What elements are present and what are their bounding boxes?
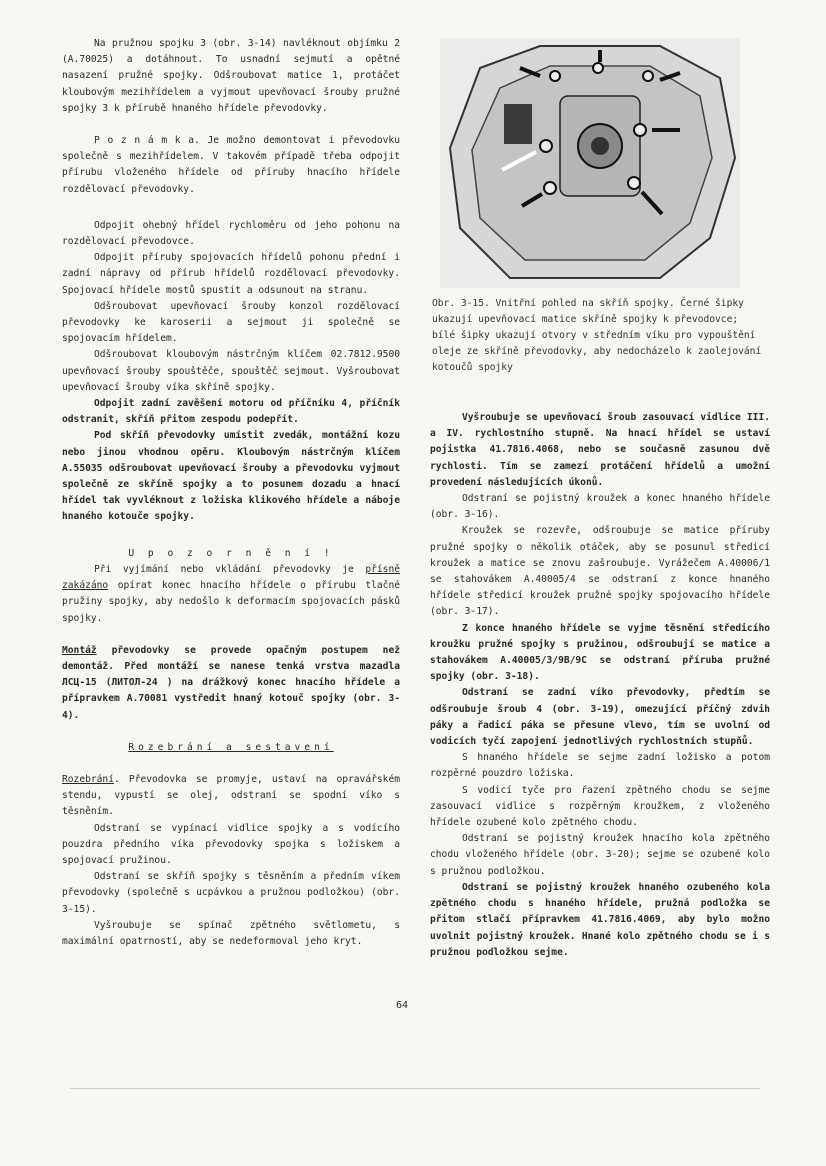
paragraph: Vyšroubuje se spínač zpětného světlometu, s maximální opatrností, aby se nedeformoval jeho kryt. — [62, 919, 400, 947]
section-heading: Rozebrání a sestavení — [128, 741, 334, 753]
assembly-paragraph — [62, 643, 400, 724]
paragraph — [62, 772, 400, 821]
paragraph: Pod skříň převodovky umístit zvedák, montážní kozu nebo jinou vhodnou opěru. Kloubovým nástrčným klíčem A.55035 odšroubovat upevňovací šrouby a převodovku vyjmout společně ze skříně spojky a to posunem dozadu a hnací hřídel tak vyvléknout z ložiska klikového hřídele a náboje hnaného kotouče spojky. — [62, 430, 400, 523]
paragraph: Odstraní se vypínací vidlice spojky a s vodícího pouzdra předního víka převodovky spojka s ložiskem a spojovací pružinou. — [62, 822, 400, 866]
warning-title: U p o z o r n ě n í ! — [128, 547, 334, 559]
paragraph: Odpojit zadní zavěšení motoru od příčníku 4, příčník odstranit, skříň přitom zespodu podepřít. — [62, 398, 400, 426]
left-column — [62, 36, 400, 950]
emphasis-text: Montáž — [62, 644, 97, 656]
paragraph: Odstraní se pojistný kroužek hnaného ozubeného kola zpětného chodu s hnaného hřídele, pružná podložka se přitom stlačí přípravkem 41.7816.4069, aby bylo možno uvolnit pojistný kroužek. Hnané kolo zpětného chodu se i s pružnou podložkou sejme. — [430, 881, 770, 958]
clutch-housing-photo — [440, 38, 740, 288]
paragraph: Odšroubovat upevňovací šrouby konzol rozdělovací převodovky ke karoserii a sejmout ji společně se spojovacím hřídelem. — [62, 300, 400, 345]
paragraph: Vyšroubuje se upevňovací šroub zasouvací vidlice III. a IV. rychlostního stupně. Na hnací hřídel se ustaví pojistka 41.7816.4068, nebo se současně zasunou dvě rychlosti. Tím se zamezí protáčení hřídelů a umožní provedení následujících úkonů. — [430, 412, 770, 488]
paragraph: Odstraní se pojistný kroužek a konec hnaného hřídele (obr. 3-16). — [430, 493, 770, 521]
divider — [70, 1088, 760, 1089]
paragraph: Odšroubovat kloubovým nástrčným klíčem 02.7812.9500 upevňovací šrouby spouštěče, spouštěč sejmout. Vyšroubovat upevňovací šrouby víka skříně spojky. — [62, 349, 400, 393]
paragraph: Kroužek se rozevře, odšroubuje se matice příruby pružné spojky o několik otáček, aby se posunul středicí kroužek a matice se znovu zašroubuje. Vyrážečem A.40006/1 se stahovákem A.40005/4 se odstraní z konce hnaného hřídele středicí kroužek pružné spojky spojovacího hřídele (obr. 3-17). — [430, 525, 770, 618]
paragraph: S hnaného hřídele se sejme zadní ložisko a potom rozpěrné pouzdro ložiska. — [430, 752, 770, 780]
page-number: 64 — [396, 1000, 409, 1011]
paragraph: Odpojit příruby spojovacích hřídelů pohonu přední i zadní nápravy od přírub hřídelů rozdělovací převodovky. Spojovací hřídele mostů spustit a odsunout na stranu. — [62, 252, 400, 296]
text-span: opírat konec hnacího hřídele o přírubu tlačné pružiny spojky, aby nedošlo k deformacím spojovacích pásků spojky. — [62, 580, 400, 624]
text-span: převodovky se provede opačným postupem než demontáž. Před montáží se nanese tenká vrstva mazadla ЛСЦ-15 (ЛИТОЛ-24 ) na drážkový konec hnacího hřídele a přípravkem A.70081 vystředit hnaný kotouč spojky (obr. 3-4). — [62, 644, 400, 721]
right-column — [430, 410, 770, 961]
paragraph: Odstraní se zadní víko převodovky, předtím se odšroubuje šroub 4 (obr. 3-19), omezující příčný zdvih páky a řadicí páka se přesune vlevo, tím se uvolní od vodicích tyčí zapojení jednotlivých rychlostních stupňů. — [430, 687, 770, 748]
paragraph: Odstraní se pojistný kroužek hnacího kola zpětného chodu vloženého hřídele (obr. 3-20); sejme se ozubené kolo s pružnou podložkou. — [430, 833, 770, 877]
emphasis-text: Rozebrání — [62, 773, 114, 785]
paragraph: Na pružnou spojku 3 (obr. 3-14) navléknout objímku 2 (A.70025) a dotáhnout. To usnadní sejmutí a opětné nasazení pružné spojky. Odšroubovat matice 1, protáčet kloubovým mezihřídelem a vyjmout upevňovací šrouby pružné spojky 3 k přírubě hnaného hřídele převodovky. — [62, 38, 400, 114]
paragraph: Z konce hnaného hřídele se vyjme těsnění středicího kroužku pružné spojky s pružinou, odšroubují se matice a stahovákem A.40005/3/9B/9C se odstraní příruba pružné spojky (obr. 3-18). — [430, 622, 770, 683]
text-span: . Převodovka se promyje, ustaví na opravářském stendu, vypustí se olej, odstraní se spodní víko s těsněním. — [62, 773, 400, 818]
paragraph: Odstraní se skříň spojky s těsněním a předním víkem převodovky (společně s ucpávkou a pružnou podložkou) (obr. 3-15). — [62, 871, 400, 915]
paragraph: S vodicí tyče pro řazení zpětného chodu se sejme zasouvací vidlice s rozpěrným kroužkem, z vloženého hřídele ozubené kolo zpětného chodu. — [430, 784, 770, 829]
paragraph: Odpojit ohebný hřídel rychloměru od jeho pohonu na rozdělovací převodovce. — [62, 219, 400, 248]
emphasis-text: přísně zakázáno — [62, 563, 400, 592]
figure-caption: Obr. 3-15. Vnitřní pohled na skříň spojky. Černé šipky ukazují upevňovací matice skříně spojky k převodovce; bílé šipky ukazují otvory v středním víku pro vypouštění oleje ze skříně převodovky, aby nedocházelo k zaolejování kotoučů spojky — [432, 298, 762, 373]
text-span: Při vyjímání nebo vkládání převodovky je — [94, 563, 366, 575]
note-paragraph: P o z n á m k a. Je možno demontovat i převodovku společně s mezihřídelem. V takovém případě třeba odpojit přírubu vloženého hřídele od příruby hnacího hřídele rozdělovací převodovky. — [62, 135, 400, 195]
warning-paragraph — [62, 562, 400, 627]
